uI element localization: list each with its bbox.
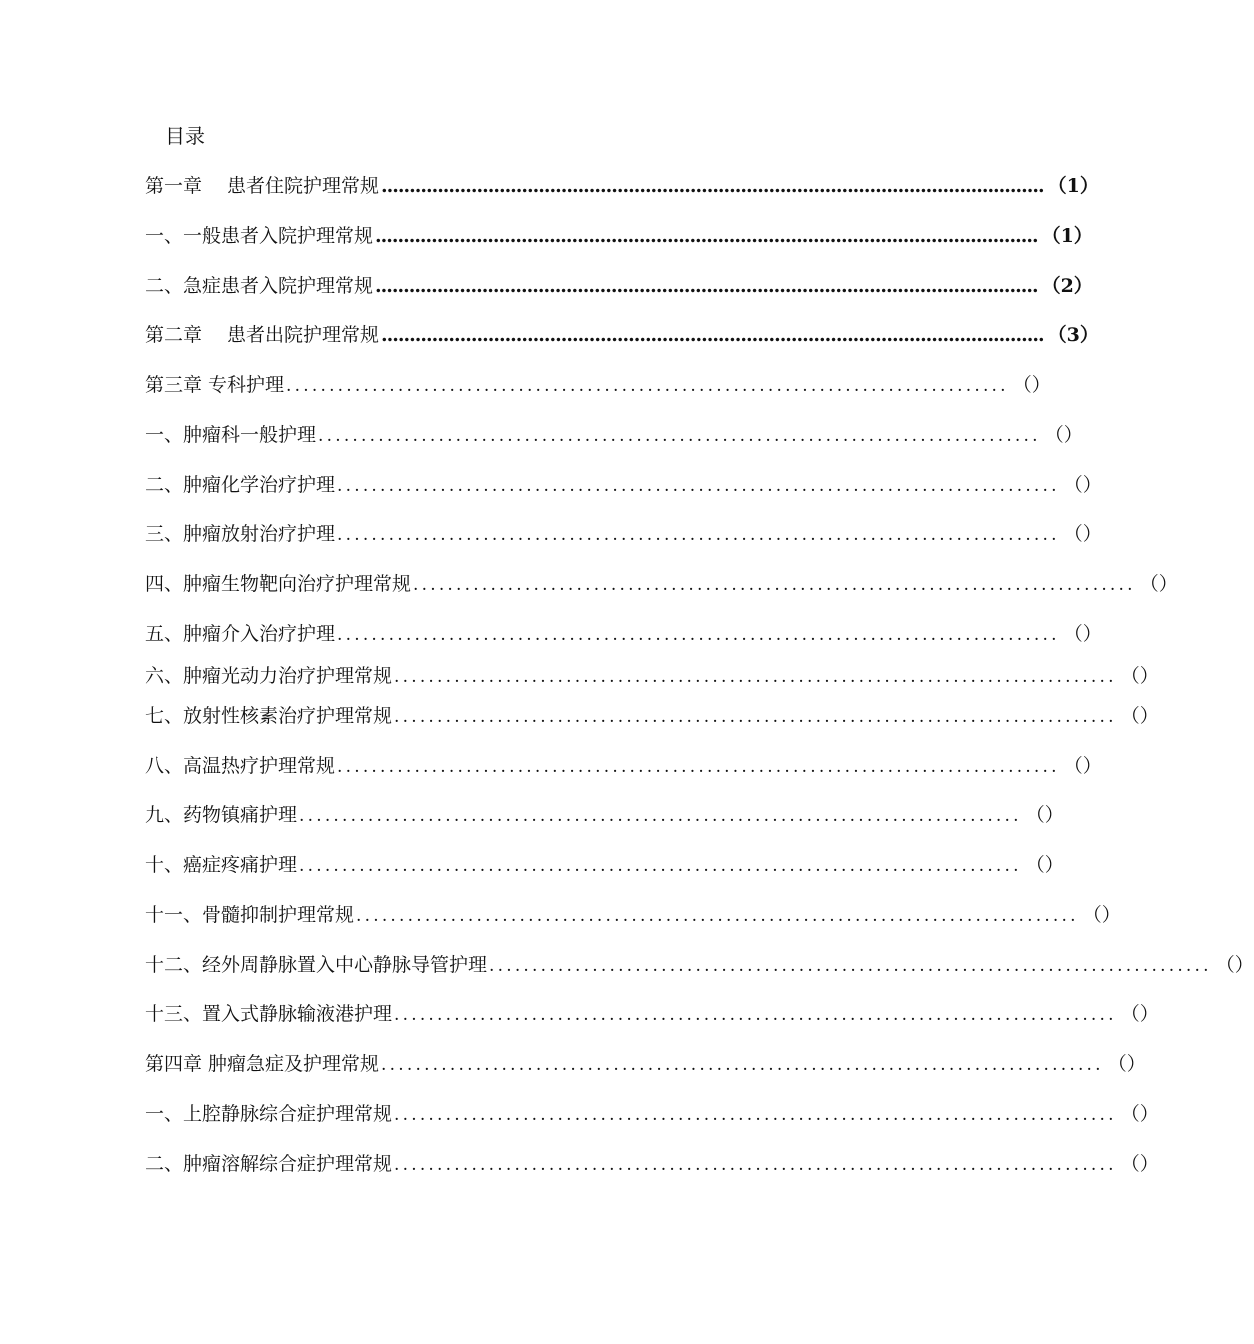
toc-entry-label: 二、肿瘤化学治疗护理 (145, 474, 336, 496)
toc-entry-label: 九、药物镇痛护理 (145, 804, 298, 826)
toc-dot-leader: ...................................................................................................................... (375, 225, 1038, 247)
toc-entry-radionuclide[interactable] (145, 701, 1159, 731)
toc-entry-chemotherapy[interactable] (145, 470, 1102, 500)
toc-page-number: （） (1063, 755, 1102, 777)
toc-entry-label: 十二、经外周静脉置入中心静脉导管护理 (145, 954, 488, 976)
toc-entry-analgesia[interactable] (145, 800, 1064, 830)
toc-page-number: （） (1082, 904, 1121, 926)
toc-dot-leader: ...................................................................................................................... (375, 275, 1038, 297)
toc-dot-leader: ...................................................................................................................... (381, 175, 1044, 197)
toc-entry-chapter-3[interactable] (145, 370, 1051, 400)
toc-page-number: （） (1120, 665, 1159, 687)
toc-entry-svc-syndrome[interactable] (145, 1099, 1159, 1129)
toc-dot-leader: .................................................................................... (299, 856, 1022, 876)
toc-entry-label: 十、癌症疼痛护理 (145, 854, 298, 876)
toc-entry-chapter-2[interactable] (145, 320, 1099, 350)
toc-entry-label: 四、肿瘤生物靶向治疗护理常规 (145, 573, 412, 595)
toc-page-number: （） (1044, 424, 1083, 446)
toc-entry-label: 第一章 患者住院护理常规 (145, 175, 380, 197)
toc-entry-emergency-admission[interactable] (145, 271, 1093, 301)
toc-entry-tumor-lysis[interactable] (145, 1149, 1159, 1179)
toc-page-number: （1） (1041, 225, 1093, 247)
toc-page-number: （） (1012, 374, 1051, 396)
toc-dot-leader: .................................................................................... (394, 1155, 1117, 1175)
toc-dot-leader: .................................................................................... (299, 806, 1022, 826)
toc-page-number: （） (1063, 474, 1102, 496)
toc-entry-label: 十三、置入式静脉输液港护理 (145, 1003, 393, 1025)
toc-page-number: （） (1120, 1103, 1159, 1125)
toc-page-number: （） (1120, 1153, 1159, 1175)
toc-page-number: （1） (1047, 175, 1099, 197)
toc-entry-chapter-4[interactable] (145, 1049, 1146, 1079)
toc-page-number: （） (1139, 573, 1178, 595)
toc-entry-label: 第四章 肿瘤急症及护理常规 (145, 1053, 380, 1075)
toc-dot-leader: .................................................................................... (337, 757, 1060, 777)
toc-dot-leader: .................................................................................... (413, 575, 1136, 595)
toc-entry-port[interactable] (145, 999, 1159, 1029)
toc-dot-leader: .................................................................................... (286, 376, 1009, 396)
toc-dot-leader: .................................................................................... (394, 1005, 1117, 1025)
toc-dot-leader: .................................................................................... (394, 1105, 1117, 1125)
toc-entry-interventional[interactable] (145, 619, 1102, 649)
toc-entry-targeted-therapy[interactable] (145, 569, 1178, 599)
toc-page-number: （） (1107, 1053, 1146, 1075)
toc-entry-label: 八、高温热疗护理常规 (145, 755, 336, 777)
toc-entry-hyperthermia[interactable] (145, 751, 1102, 781)
toc-dot-leader: .................................................................................... (356, 906, 1079, 926)
toc-entry-label: 十一、骨髓抑制护理常规 (145, 904, 355, 926)
toc-entry-label: 一、上腔静脉综合症护理常规 (145, 1103, 393, 1125)
toc-entry-label: 六、肿瘤光动力治疗护理常规 (145, 665, 393, 687)
toc-entry-photodynamic[interactable] (145, 661, 1159, 691)
toc-entry-label: 一、肿瘤科一般护理 (145, 424, 317, 446)
toc-entry-general-admission[interactable] (145, 221, 1093, 251)
toc-page-number: （） (1025, 804, 1064, 826)
toc-dot-leader: .................................................................................... (318, 426, 1041, 446)
toc-entry-picc[interactable] (145, 950, 1254, 980)
toc-entry-chapter-1[interactable] (145, 171, 1099, 201)
toc-entry-label: 七、放射性核素治疗护理常规 (145, 705, 393, 727)
toc-entry-oncology-general[interactable] (145, 420, 1083, 450)
toc-page-number: （） (1025, 854, 1064, 876)
toc-entry-bone-marrow[interactable] (145, 900, 1121, 930)
toc-dot-leader: .................................................................................... (489, 956, 1212, 976)
toc-dot-leader: .................................................................................... (381, 1055, 1104, 1075)
toc-page-number: （2） (1041, 275, 1093, 297)
toc-dot-leader: .................................................................................... (394, 707, 1117, 727)
toc-entry-label: 二、肿瘤溶解综合症护理常规 (145, 1153, 393, 1175)
toc-entry-cancer-pain[interactable] (145, 850, 1064, 880)
toc-entry-label: 一、一般患者入院护理常规 (145, 225, 374, 247)
toc-page-number: （） (1063, 623, 1102, 645)
toc-entry-label: 二、急症患者入院护理常规 (145, 275, 374, 297)
toc-dot-leader: .................................................................................... (394, 667, 1117, 687)
toc-dot-leader: .................................................................................... (337, 525, 1060, 545)
toc-entry-label: 五、肿瘤介入治疗护理 (145, 623, 336, 645)
toc-page-number: （） (1215, 954, 1254, 976)
toc-entry-label: 第三章 专科护理 (145, 374, 285, 396)
toc-page-number: （） (1120, 705, 1159, 727)
toc-page-number: （） (1063, 523, 1102, 545)
toc-entry-radiotherapy[interactable] (145, 519, 1102, 549)
toc-page-number: （3） (1047, 324, 1099, 346)
toc-dot-leader: .................................................................................... (337, 625, 1060, 645)
toc-title: 目录 (165, 124, 205, 148)
toc-page-number: （） (1120, 1003, 1159, 1025)
toc-entry-label: 三、肿瘤放射治疗护理 (145, 523, 336, 545)
toc-dot-leader: ...................................................................................................................... (381, 324, 1044, 346)
toc-entry-label: 第二章 患者出院护理常规 (145, 324, 380, 346)
toc-dot-leader: .................................................................................... (337, 476, 1060, 496)
